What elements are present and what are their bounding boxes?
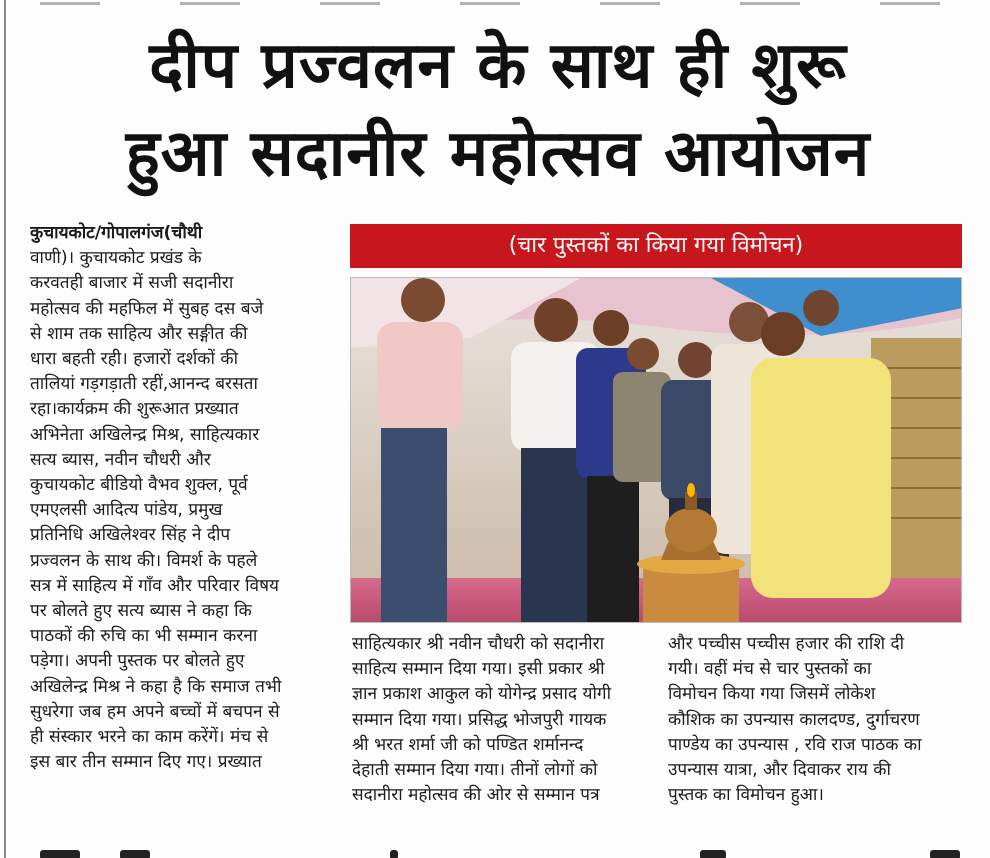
article-line: एमएलसी आदित्य पांडेय, प्रमुख xyxy=(30,500,223,521)
article-line: ही संस्कार भरने का काम करेंगें। मंच से xyxy=(30,727,269,748)
article-line: पुस्तक का विमोचन हुआ। xyxy=(668,785,824,806)
article-line: और पच्चीस पच्चीस हजार की राशि दी xyxy=(668,634,905,654)
headline-line-2: हुआ सदानीर महोत्सव आयोजन xyxy=(125,117,871,191)
article-line: अभिनेता अखिलेन्द्र मिश्र, साहित्यकार xyxy=(30,424,260,445)
top-cropped-text-strip xyxy=(40,2,990,5)
headline xyxy=(18,22,978,198)
photo-caption-bar: (चार पुस्तकों का किया गया विमोचन) xyxy=(350,224,962,268)
article-line: साहित्यकार श्री नवीन चौधरी को सदानीरा xyxy=(352,634,605,654)
article-line: सम्मान दिया गया। प्रसिद्ध भोजपुरी गायक xyxy=(352,709,607,730)
article-line: साहित्य सम्मान दिया गया। इसी प्रकार श्री xyxy=(352,659,605,680)
article-line: तालियां गड़गड़ाती रहीं,आनन्द बरसता xyxy=(30,374,258,395)
article-column-right xyxy=(668,632,968,808)
article-line: कुचायकोट/गोपालगंज(चौथी xyxy=(30,223,203,243)
article-line: पाठकों की रुचि का भी सम्मान करना xyxy=(30,626,258,647)
article-line: सुधरेगा जब हम अपने बच्चों में बचपन से xyxy=(30,701,280,722)
article-line: सदानीरा महोत्सव की ओर से सम्मान पत्र xyxy=(352,785,600,806)
article-line: रहा।कार्यक्रम की शुरूआत प्रख्यात xyxy=(30,399,239,420)
article-line: पड़ेगा। अपनी पुस्तक पर बोलते हुए xyxy=(30,651,245,672)
page-edge-rule xyxy=(4,0,6,858)
article-column-left xyxy=(30,221,330,775)
article-line: सत्र में साहित्य में गाँव और परिवार विषय xyxy=(30,575,279,596)
article-line: श्री भरत शर्मा जी को पण्डित शर्मानन्द xyxy=(352,734,584,755)
article-line: इस बार तीन सम्मान दिए गए। प्रख्यात xyxy=(30,752,262,773)
article-line: प्रज्वलन के साथ की। विमर्श के पहले xyxy=(30,550,258,571)
headline-line-1: दीप प्रज्वलन के साथ ही शुरू xyxy=(149,29,847,103)
article-line: प्रतिनिधि अखिलेश्वर सिंह ने दीप xyxy=(30,525,231,546)
article-column-middle xyxy=(352,632,652,808)
article-line: उपन्यास यात्रा, और दिवाकर राय की xyxy=(668,760,891,781)
article-line: धारा बहती रही। हजारों दर्शकों की xyxy=(30,349,239,370)
article-line: कुचायकोट बीडियो वैभव शुक्ल, पूर्व xyxy=(30,475,248,496)
article-line: कौशिक का उपन्यास कालदण्ड, दुर्गाचरण xyxy=(668,709,920,730)
article-line: ज्ञान प्रकाश आकुल को योगेन्द्र प्रसाद योगी xyxy=(352,684,612,705)
article-line: महोत्सव की महफिल में सुबह दस बजे xyxy=(30,298,264,319)
article-line: देहाती सम्मान दिया गया। तीनों लोगों को xyxy=(352,760,598,781)
article-line: विमोचन किया गया जिसमें लोकेश xyxy=(668,684,876,705)
article-line: अखिलेन्द्र मिश्र ने कहा है कि समाज तभी xyxy=(30,676,282,697)
article-line: पाण्डेय का उपन्यास , रवि राज पाठक का xyxy=(668,734,922,755)
article-line: से शाम तक साहित्य और सङ्गीत की xyxy=(30,323,248,344)
article-line: सत्य ब्यास, नवीन चौधरी और xyxy=(30,449,211,470)
article-line: पर बोलते हुए सत्य ब्यास ने कहा कि xyxy=(30,601,252,622)
lamp-lighting-photo xyxy=(351,278,962,623)
next-headline-cropped xyxy=(0,846,990,858)
news-photo xyxy=(350,277,962,623)
article-line: करवतही बाजार में सजी सदानीरा xyxy=(30,273,234,294)
article-line: गयी। वहीं मंच से चार पुस्तकों का xyxy=(668,659,872,680)
article-line: वाणी)। कुचायकोट प्रखंड के xyxy=(30,248,202,269)
